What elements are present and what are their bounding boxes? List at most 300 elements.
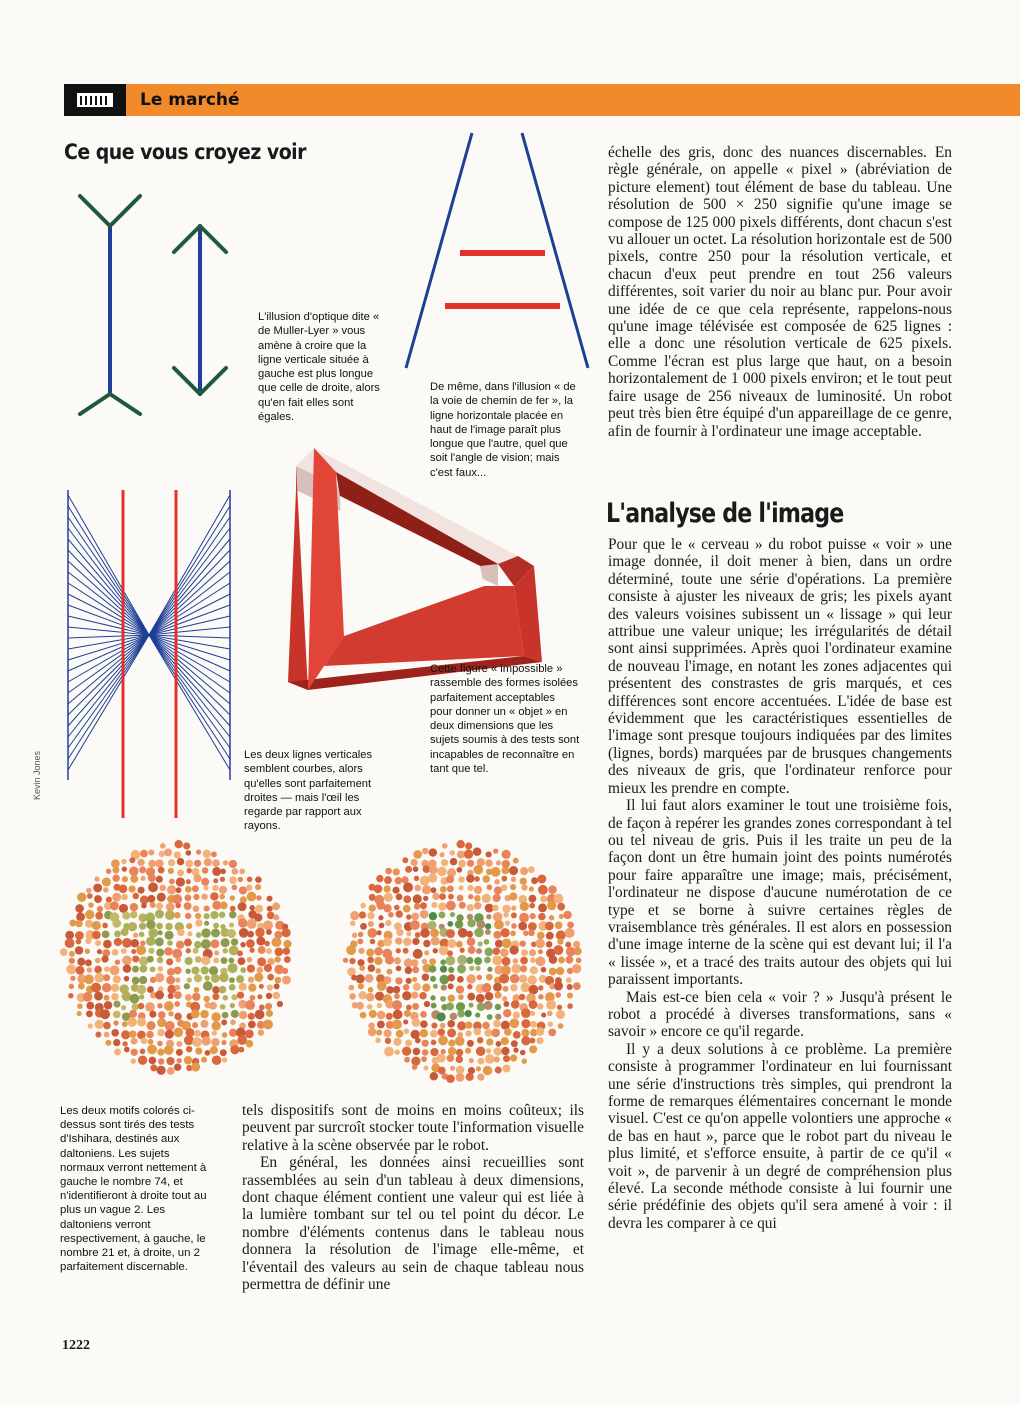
plate-dot [165,931,174,940]
plate-dot [529,1045,537,1053]
plate-dot [184,902,192,910]
plate-dot [186,850,192,856]
plate-dot [258,1029,264,1035]
plate-dot [266,929,272,935]
hering-ray [149,550,230,635]
plate-dot [212,1021,221,1030]
plate-dot [367,1004,373,1010]
plate-dot [558,1023,564,1029]
plate-dot [94,992,103,1001]
plate-dot [229,977,235,983]
plate-dot [192,993,200,1001]
plate-dot [191,1009,200,1018]
plate-dot [366,949,374,957]
plate-dot [227,929,236,938]
plate-dot [246,939,255,948]
plate-dot [130,911,137,918]
plate-dot [93,883,102,892]
plate-dot [467,885,473,891]
plate-dot [122,1041,127,1046]
plate-dot [231,938,238,945]
plate-dot [146,1031,153,1038]
ishihara-plate-left [58,840,294,1076]
plate-dot [221,1040,226,1045]
plate-dot [528,975,537,984]
plate-dot [140,876,145,881]
plate-dot [439,893,446,900]
plate-dot [556,967,564,975]
plate-dot [538,994,543,999]
plate-dot [136,945,146,955]
plate-dot [255,1010,265,1020]
plate-dot [430,929,439,938]
plate-dot [567,984,573,990]
plate-dot [538,903,547,912]
plate-dot [420,910,429,919]
plate-dot [487,967,492,972]
plate-dot [121,1005,126,1010]
plate-dot [201,939,211,949]
plate-dot [493,983,502,992]
plate-dot [101,956,108,963]
plate-dot [450,912,455,917]
plate-dot [176,957,182,963]
plate-dot [167,885,176,894]
plate-dot [194,1030,201,1037]
plate-dot [448,974,455,981]
plate-dot [193,948,199,954]
plate-dot [370,939,376,945]
plate-dot [528,922,537,931]
plate-dot [184,1056,192,1064]
plate-dot [478,1058,485,1065]
plate-dot [420,1011,427,1018]
heading-image-analysis: L'analyse de l'image [606,498,844,529]
plate-dot [167,940,173,946]
plate-dot [420,1020,428,1028]
plate-dot [76,966,85,975]
plate-dot [394,993,400,999]
plate-dot [201,966,209,974]
plate-dot [176,887,182,893]
plate-dot [157,966,163,972]
plate-dot [221,938,230,947]
plate-dot [576,957,582,963]
plate-dot [392,1000,402,1010]
plate-dot [566,977,572,983]
plate-dot [368,987,374,993]
plate-dot [174,851,181,858]
plate-dot [466,874,474,882]
plate-dot [412,1064,417,1069]
plate-dot [240,896,247,903]
plate-dot [95,912,103,920]
plate-dot [166,903,175,912]
plate-dot [484,1029,492,1037]
plate-dot [213,878,218,883]
plate-dot [201,878,209,886]
plate-dot [232,885,238,891]
plate-dot [177,858,184,865]
plate-dot [201,956,210,965]
plate-dot [430,1030,438,1038]
plate-dot [395,877,402,884]
plate-dot [94,876,99,881]
plate-dot [219,973,229,983]
plate-dot [102,983,111,992]
plate-dot [88,1023,93,1028]
plate-dot [177,929,184,936]
plate-dot [122,876,128,882]
plate-dot [567,992,573,998]
plate-dot [377,1011,385,1019]
plate-dot [230,1003,235,1008]
plate-dot [183,842,190,849]
plate-dot [283,940,291,948]
plate-dot [411,913,419,921]
plate-dot [248,1021,256,1029]
plate-dot [357,959,364,966]
plate-dot [137,887,144,894]
plate-dot [157,1029,165,1037]
plate-dot [147,1045,157,1055]
plate-dot [476,1046,486,1056]
plate-dot [169,879,175,885]
plate-dot [174,1013,182,1021]
plate-dot [440,975,450,985]
plate-dot [228,958,234,964]
impossible-triangle-illustration [284,436,564,698]
plate-dot [383,904,391,912]
plate-dot [379,923,385,929]
plate-dot [503,1055,510,1062]
plate-dot [86,888,92,894]
plate-dot [164,1001,174,1011]
plate-dot [128,922,137,931]
plate-dot [129,1010,137,1018]
plate-dot [222,1012,229,1019]
plate-dot [195,913,201,919]
plate-dot [240,967,246,973]
plate-dot [275,947,284,956]
plate-dot [502,957,511,966]
plate-dot [255,884,261,890]
plate-dot [503,986,509,992]
plate-dot [157,1041,162,1046]
plate-dot [495,1067,502,1074]
plate-dot [274,983,280,989]
hering-ray [149,635,230,737]
plate-dot [148,948,154,954]
plate-dot [95,1032,101,1038]
plate-dot [168,859,175,866]
muller-lyer-illustration [70,186,240,416]
plate-dot [265,1003,272,1010]
plate-dot [236,975,244,983]
plate-dot [204,905,210,911]
plate-dot [403,882,413,892]
plate-dot [186,948,191,953]
plate-dot [248,984,256,992]
plate-dot [104,1001,113,1010]
plate-dot [130,875,138,883]
plate-dot [121,928,129,936]
plate-dot [112,949,119,956]
plate-dot [383,937,392,946]
plate-dot [520,1050,526,1056]
plate-dot [477,975,482,980]
plate-dot [174,912,180,918]
plate-dot [414,876,419,881]
plate-dot [138,1003,145,1010]
plate-dot [272,902,280,910]
plate-dot [450,1013,457,1020]
plate-dot [410,920,420,930]
plate-dot [132,1003,139,1010]
plate-dot [538,885,548,895]
plate-dot [184,1035,194,1045]
plate-dot [121,859,126,864]
plate-dot [458,860,466,868]
plate-dot [501,884,507,890]
plate-dot [529,886,534,891]
hering-ray [149,635,230,726]
plate-dot [264,964,272,972]
plate-dot [223,948,228,953]
plate-dot [468,946,476,954]
plate-dot [266,993,272,999]
plate-dot [446,901,456,911]
plate-dot [510,984,518,992]
plate-dot [521,949,528,956]
plate-dot [536,939,545,948]
plate-dot [149,1057,157,1065]
plate-dot [156,949,164,957]
plate-dot [406,1005,412,1011]
plate-dot [209,966,218,975]
hering-ray [68,635,149,748]
plate-dot [423,896,428,901]
plate-dot [478,941,483,946]
plate-dot [282,976,291,985]
plate-dot [511,1040,518,1047]
caption-ishihara: Les deux motifs colorés ci-dessus sont tirés des tests d'Ishihara, destinés aux daltoniens. Les sujets normaux verront nettement à gauche le nombre 74, et n'identifieront à droite tout au plus un vague 2. Les daltoniens verront respectivement, à gauche, le nombre 21 et, à droite, un 2 parfaitement discernable. [60,1105,207,1274]
plate-dot [511,905,516,910]
plate-dot [132,955,139,962]
hering-ray [68,561,149,635]
plate-dot [404,1010,411,1017]
plate-dot [429,965,436,972]
plate-dot [201,1057,207,1063]
plate-dot [450,1066,455,1071]
plate-dot [86,1010,93,1017]
plate-dot [556,1010,565,1019]
plate-dot [494,920,504,930]
plate-dot [222,1032,228,1038]
plate-dot [530,957,536,963]
plate-dot [113,1020,118,1025]
plate-dot [509,866,518,875]
plate-dot [77,893,86,902]
plate-dot [121,1030,130,1039]
plate-dot [474,957,482,965]
plate-dot [203,996,210,1003]
plate-dot [467,1040,474,1047]
plate-dot [412,938,419,945]
plate-dot [529,985,539,995]
plate-dot [465,842,472,849]
plate-dot [212,1030,217,1035]
plate-dot [536,956,546,966]
middle-column-text [242,1102,584,1293]
plate-dot [210,892,218,900]
plate-dot [138,1055,147,1064]
plate-dot [103,887,109,893]
plate-dot [75,946,83,954]
plate-dot [95,1020,104,1029]
plate-dot [131,949,136,954]
plate-dot [538,985,543,990]
plate-dot [97,906,103,912]
plate-dot [468,1003,473,1008]
plate-dot [164,947,173,956]
plate-dot [133,893,140,900]
plate-dot [185,994,192,1001]
plate-dot [505,921,510,926]
right-column-text [608,536,952,1232]
plate-dot [422,973,429,980]
plate-dot [385,955,394,964]
plate-dot [405,967,412,974]
hering-ray [149,561,230,635]
plate-dot [460,948,465,953]
hering-ray [68,539,149,635]
page-number: 1222 [62,1338,90,1353]
plate-dot [211,929,220,938]
plate-dot [113,975,121,983]
plate-dot [402,857,408,863]
plate-dot [238,902,247,911]
plate-dot [422,885,431,894]
plate-dot [476,948,482,954]
plate-dot [192,1037,202,1047]
plate-dot [403,905,411,913]
plate-dot [501,1037,509,1045]
plate-dot [168,868,174,874]
plate-dot [210,911,218,919]
plate-dot [114,938,122,946]
railway-illusion-illustration [400,128,600,378]
plate-dot [193,874,201,882]
plate-dot [466,931,473,938]
plate-dot [211,1038,219,1046]
plate-dot [523,930,529,936]
plate-dot [386,986,394,994]
plate-dot [172,949,182,959]
plate-dot [431,1023,437,1029]
plate-dot [466,974,475,983]
plate-dot [130,903,138,911]
plate-dot [477,920,486,929]
plate-dot [431,1003,437,1009]
plate-dot [221,1020,227,1026]
plate-dot [402,1046,411,1055]
plate-dot [540,895,547,902]
plate-dot [413,983,421,991]
plate-dot [185,913,191,919]
plate-dot [174,985,180,991]
plate-dot [205,1050,211,1056]
plate-dot [394,1049,400,1055]
plate-dot [487,885,493,891]
plate-dot [519,913,529,923]
plate-dot [212,986,220,994]
plate-dot [538,913,546,921]
plate-dot [511,877,517,883]
plate-dot [350,921,356,927]
plate-dot [537,1037,544,1044]
plate-dot [456,941,463,948]
section-label: Le marché [140,90,240,110]
plate-dot [193,894,199,900]
hering-ray [149,539,230,635]
plate-dot [446,1074,454,1082]
plate-dot [465,1010,472,1017]
paragraph: Pour que le « cerveau » du robot puisse « voir » une image donnée, il doit mener à bien, dans un ordre déterminé, toute une série d'opérations. La première consiste à ajuster les niveaux de gris; les pixels ayant des valeurs voisines subissent un « lissage » qui leur attribue une valeur unique; les irrégularités de détail sont ainsi supprimées. Après quoi l'ordinateur examine de nouveau l'image, en notant les zones adjacentes qui présentent des constrastes de gris marqués, et ces différences sont encore accentuées. L'idée de base est évidemment que les caractéristiques essentielles de l'image sont presque toujours indiquées par des limites (lignes, bords) marquées par de brusques changements des niveaux de gris, que l'ordinateur renforce pour mieux les prendre en compte. [608,536,952,797]
plate-dot [510,884,516,890]
plate-dot [219,912,225,918]
plate-dot [129,1030,137,1038]
plate-dot [94,895,102,903]
plate-dot [113,1039,120,1046]
plate-dot [187,931,192,936]
plate-dot [484,939,490,945]
plate-dot [91,983,101,993]
plate-dot [437,867,446,876]
plate-dot [255,876,262,883]
hering-ray [149,635,230,693]
plate-dot [520,965,527,972]
plate-dot [393,1038,401,1046]
plate-dot [529,1038,535,1044]
plate-dot [157,893,166,902]
plate-dot [230,906,236,912]
plate-dot [456,1056,463,1063]
plate-dot [239,983,247,991]
plate-dot [246,1040,254,1048]
plate-dot [537,932,545,940]
hering-ray [68,506,149,635]
plate-dot [105,1040,111,1046]
plate-dot [521,1029,529,1037]
plate-dot [210,1046,218,1054]
plate-dot [475,966,480,971]
plate-dot [477,1073,484,1080]
plate-dot [441,1049,446,1054]
plate-dot [474,895,481,902]
plate-dot [123,964,131,972]
plate-dot [194,941,201,948]
plate-dot [157,957,163,963]
plate-dot [466,957,473,964]
plate-dot [129,866,139,876]
plate-dot [485,929,491,935]
plate-dot [140,850,148,858]
plate-dot [459,885,464,890]
plate-dot [428,921,437,930]
plate-dot [168,993,174,999]
plate-dot [385,868,392,875]
